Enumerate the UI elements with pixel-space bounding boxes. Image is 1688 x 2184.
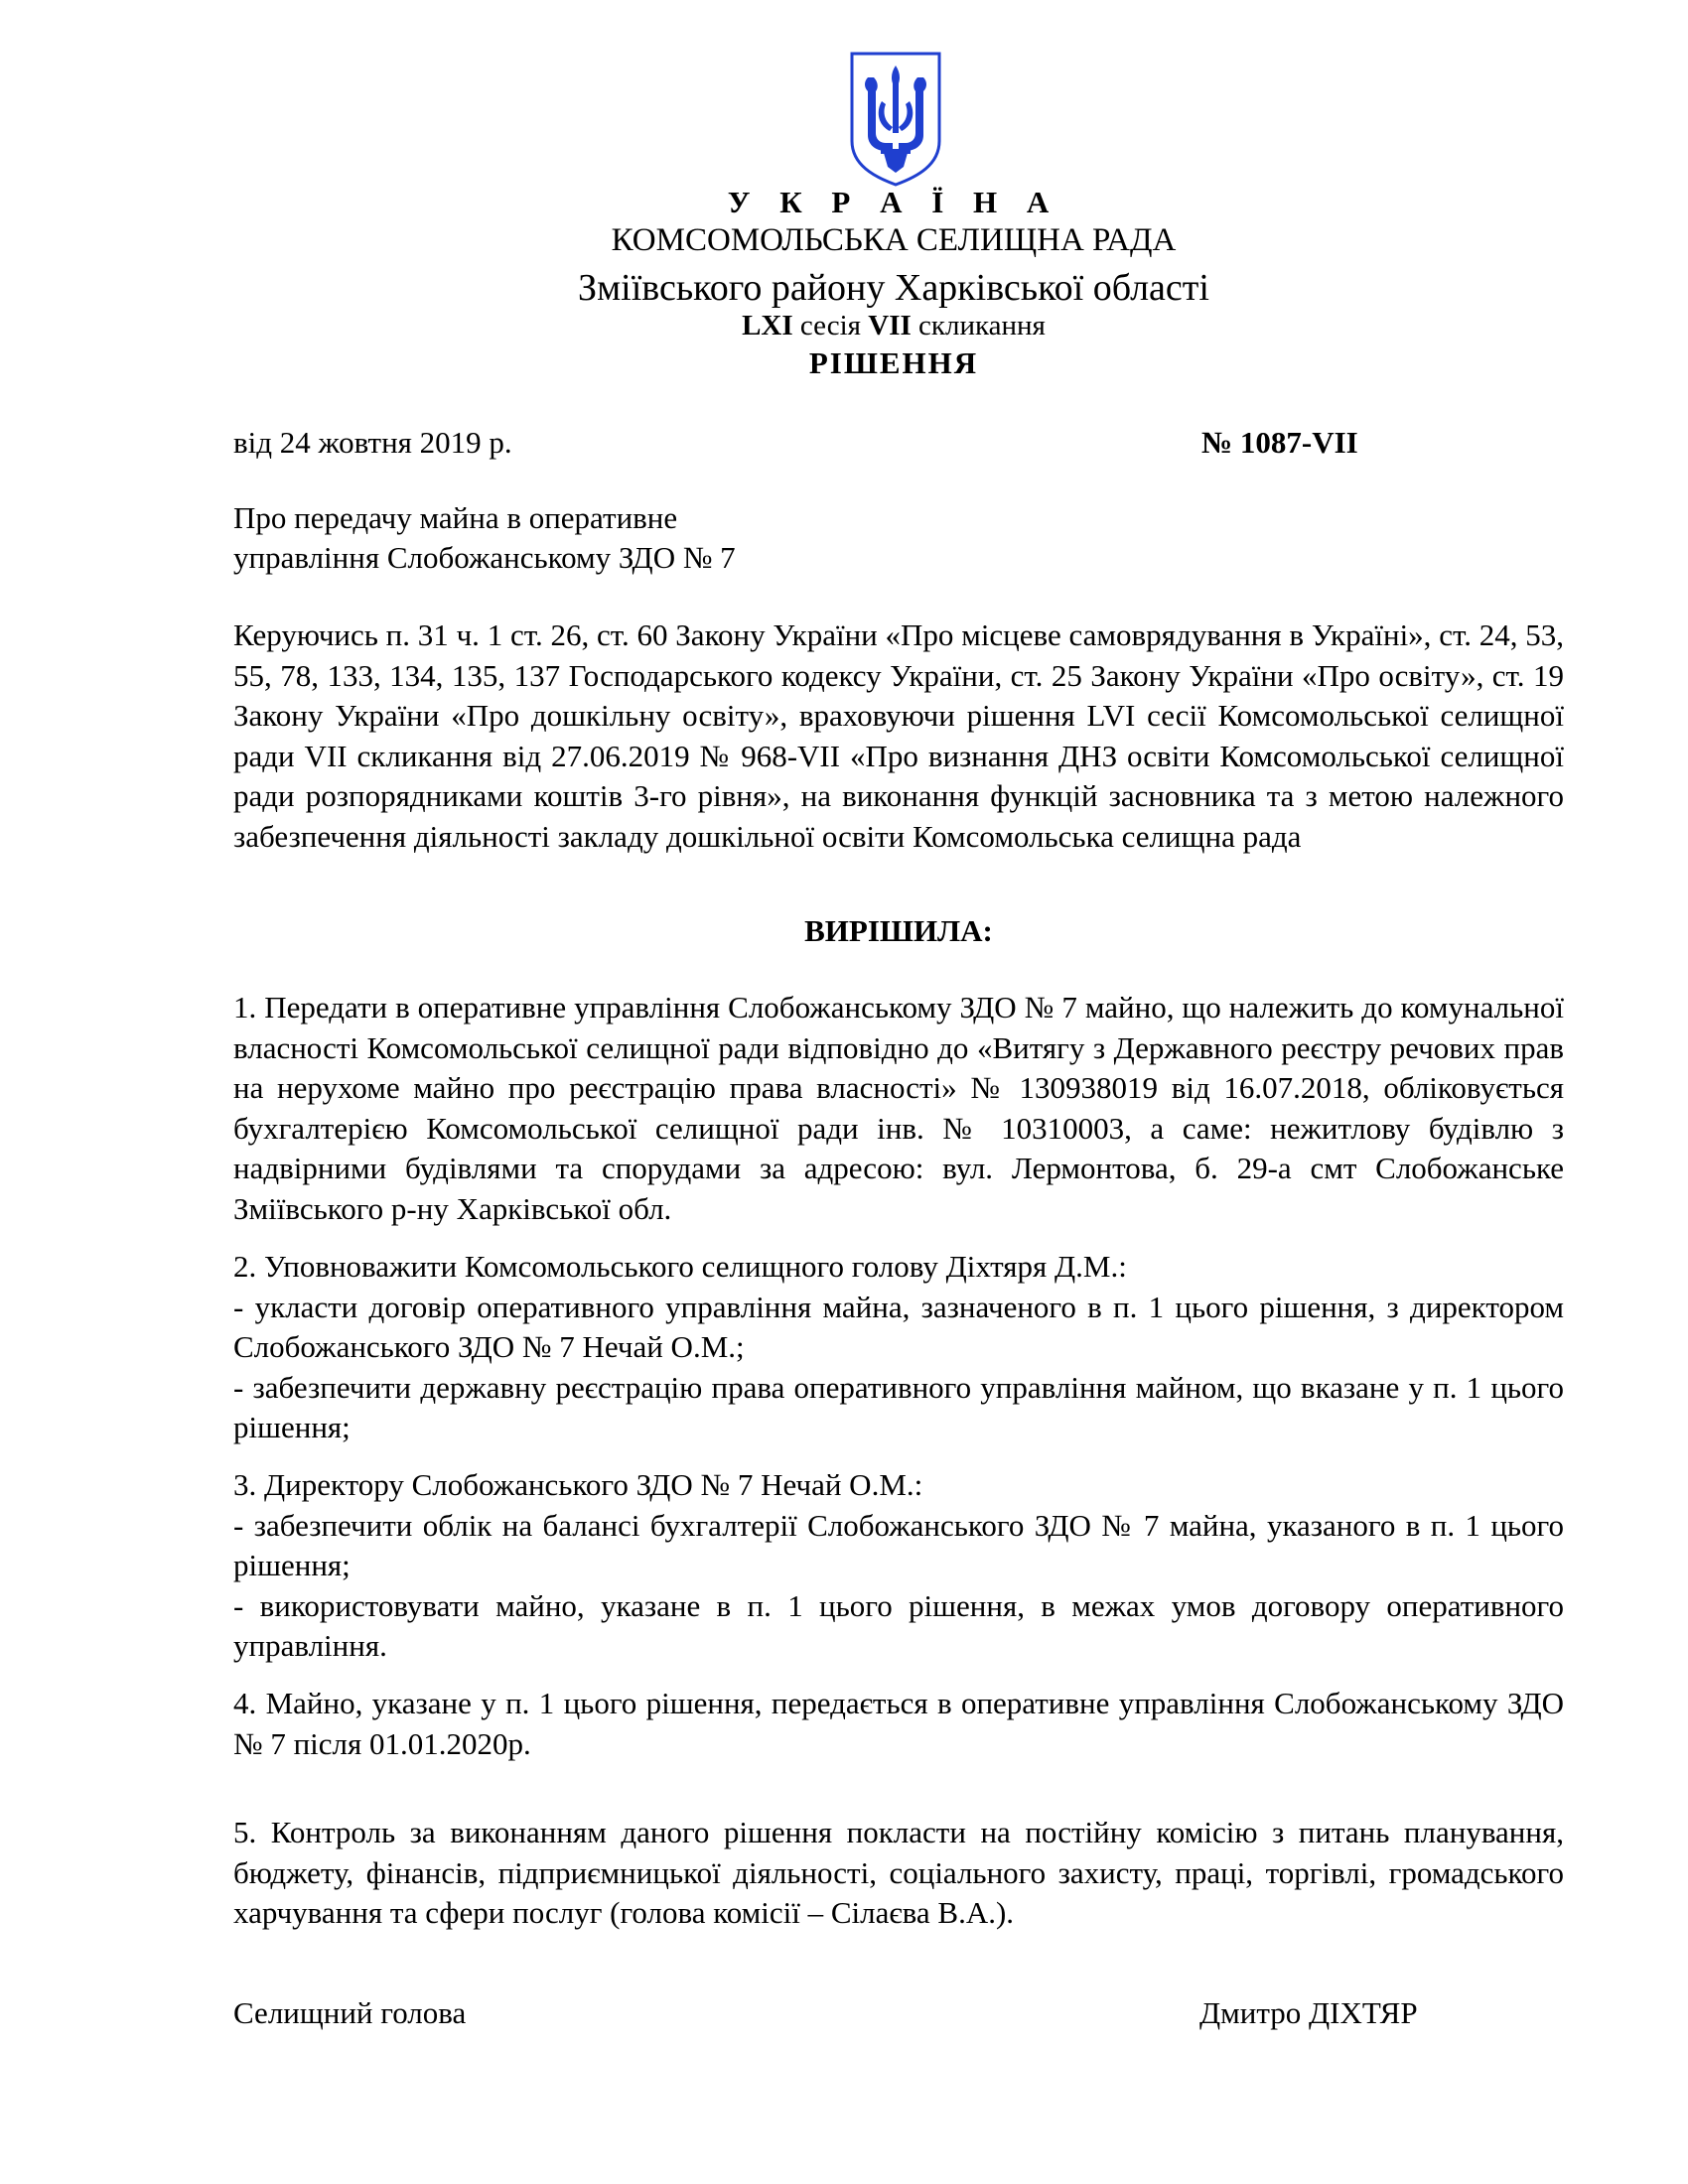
point-3 (233, 1465, 1564, 1667)
council-name: КОМСОМОЛЬСЬКА СЕЛИЩНА РАДА (611, 222, 1177, 258)
point-4: 4. Майно, указане у п. 1 цього рішення, передається в оперативне управління Слобожанському ЗДО № 7 після 01.01.2020р. (233, 1686, 1564, 1761)
session-line (0, 310, 1688, 342)
subject-line: управління Слобожанському ЗДО № 7 (233, 540, 736, 575)
convocation-word: скликання (911, 310, 1046, 341)
point-3-item: - використовувати майно, указане в п. 1 цього рішення, в межах умов договору оперативного управління. (233, 1587, 1564, 1663)
signatory-name: Дмитро ДІХТЯР (1199, 1995, 1418, 2030)
district-name: Зміївського району Харківської області (578, 267, 1209, 309)
point-5: 5. Контроль за виконанням даного рішення покласти на постійну комісію з питань планування, бюджету, фінансів, підприємницької діяльності, соціального захисту, праці, торгівлі, громадського харчування та сфери послуг (голова комісії – Сілаєва В.А.). (233, 1815, 1564, 1930)
point-2 (233, 1247, 1564, 1448)
point-1: 1. Передати в оперативне управління Слобожанському ЗДО № 7 майно, що належить до комунальної власності Комсомольської селищної ради відповідно до «Витягу з Державного реєстру речових прав на нерухоме майно про реєстрацію права власності» № 130938019 від 16.07.2018, обліковується бухгалтерією Комсомольської селищної ради інв. № 10310003, а саме: нежитлову будівлю з надвірними будівлями та спорудами за адресою: вул. Лермонтова, б. 29-а смт Слобожанське Зміївського р-ну Харківської обл. (233, 990, 1564, 1226)
convocation-number: VII (868, 310, 912, 341)
point-3-heading: 3. Директору Слобожанського ЗДО № 7 Нечай О.М.: (233, 1467, 923, 1502)
signatory-position: Селищний голова (233, 1995, 467, 2030)
session-number: LXI (742, 310, 793, 341)
subject-line: Про передачу майна в оперативне (233, 500, 678, 535)
resolved-heading: ВИРІШИЛА: (804, 913, 993, 948)
decision-number: № 1087-VII (1201, 425, 1358, 460)
country-heading: У К Р А Ї Н А (727, 185, 1060, 219)
preamble-paragraph: Керуючись п. 31 ч. 1 ст. 26, ст. 60 Закону України «Про місцеве самоврядування в Україні», ст. 24, 53, 55, 78, 133, 134, 135, 137 Господарського кодексу України, ст. 25 Закону України «Про освіту», ст. 19 Закону України «Про дошкільну освіту», враховуючи рішення LVI сесії Комсомольської селищної ради VII скликання від 27.06.2019 № 968-VII «Про визнання ДНЗ освіти Комсомольської селищної ради розпорядниками коштів 3-го рівня», на виконання функцій засновника та з метою належного забезпечення діяльності закладу дошкільної освіти Комсомольська селищна рада (233, 617, 1564, 854)
decision-date: від 24 жовтня 2019 р. (233, 425, 512, 460)
point-3-item: - забезпечити облік на балансі бухгалтерії Слобожанського ЗДО № 7 майна, указаного в п. 1 цього рішення; (233, 1507, 1564, 1582)
decision-subject (233, 498, 736, 578)
trident-coat-of-arms-icon (846, 50, 945, 187)
decision-title: РІШЕННЯ (808, 345, 979, 380)
point-2-heading: 2. Уповноважити Комсомольського селищного голову Діхтяря Д.М.: (233, 1249, 1127, 1284)
session-word: сесія (792, 310, 869, 341)
point-2-item: - укласти договір оперативного управління майна, зазначеного в п. 1 цього рішення, з директором Слобожанського ЗДО № 7 Нечай О.М.; (233, 1289, 1564, 1364)
point-2-item: - забезпечити державну реєстрацію права оперативного управління майном, що вказане у п. 1 цього рішення; (233, 1369, 1564, 1444)
